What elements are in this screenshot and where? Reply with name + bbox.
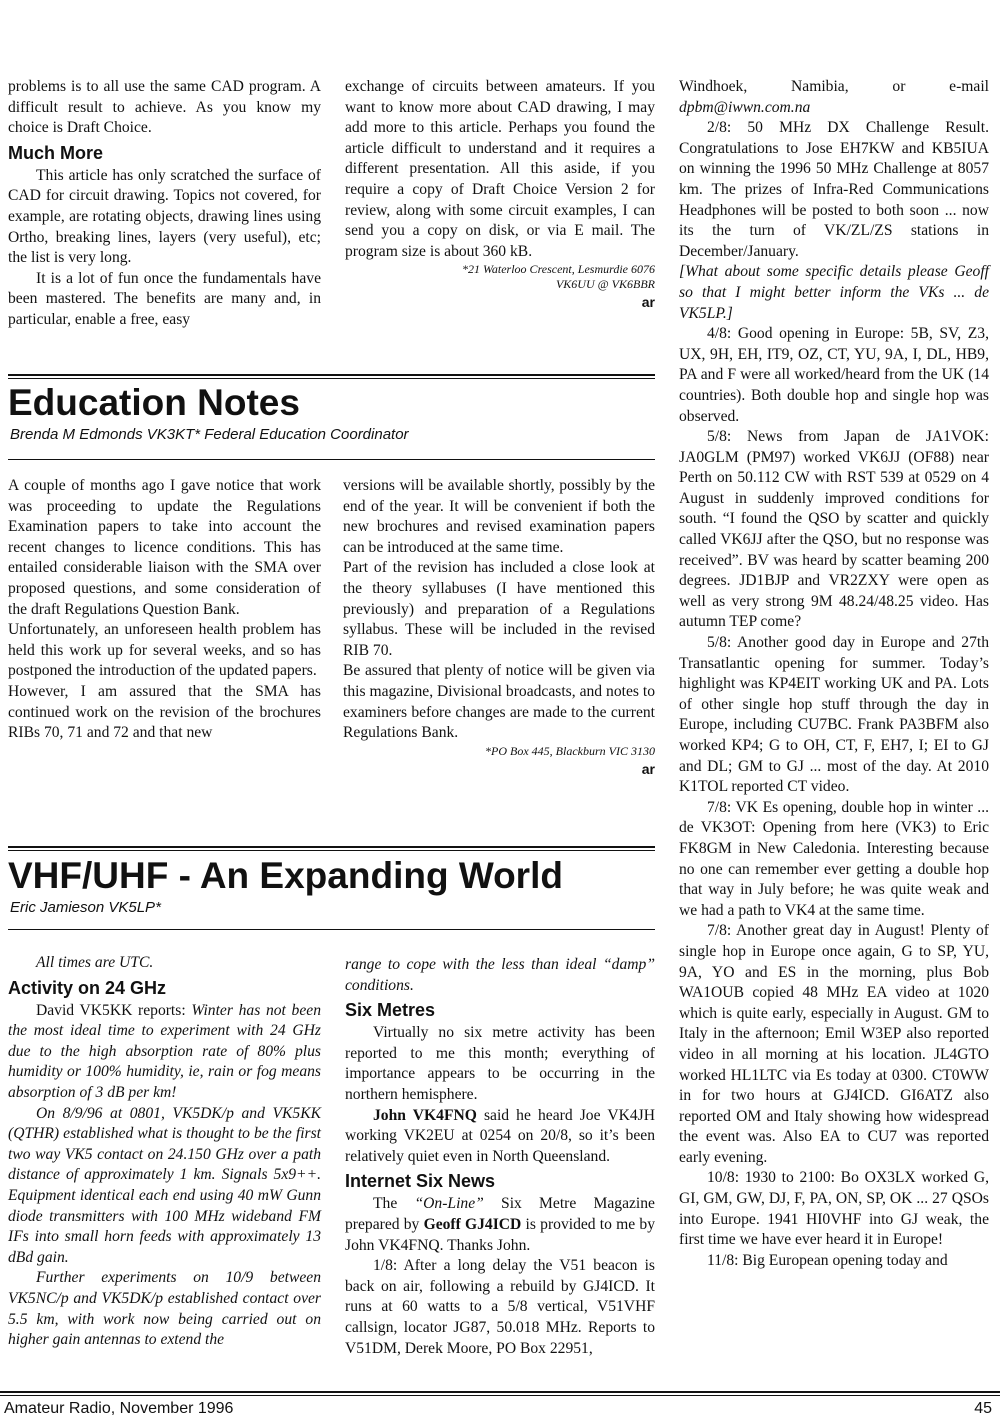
top-callsign: VK6UU @ VK6BBR [555, 277, 655, 292]
education-col2-p1: versions will be available shortly, possibly by the end of the year. It will be convenient if both the new brochures and revised examination papers can be introduced at the same time. [343, 477, 655, 556]
vhf-title: VHF/UHF - An Expanding World [8, 855, 563, 896]
vhf-intro: All times are UTC. [36, 954, 154, 971]
col3-p2: 4/8: Good opening in Europe: 5B, SV, Z3, UX, 9H, EH, IT9, OZ, CT, YU, 9A, I, DL, HB9, PA and F were all worked/heard from the UK (14 countries). Both double hop and single hop was observed. [679, 325, 989, 425]
education-col1-p1: A couple of months ago I gave notice that work was proceeding to update the Regulations Examination papers to take into account the recent changes to licence conditions. This has entailed considerable liaison with the SMA over proposed questions, and some consideration of the draft Regulations Question Bank. [8, 477, 321, 618]
col3-email: dpbm@iwwn.com.na [679, 98, 811, 116]
much-more-heading: Much More [8, 142, 104, 163]
vhf-col2-p3-a: The [373, 1195, 415, 1213]
page-number: 45 [974, 1400, 992, 1417]
vhf-col1-p2: On 8/9/96 at 0801, VK5DK/p and VK5KK (QTHR) established what is thought to be the first two way VK5 contact on 24.150 GHz over a path distance of approximately 1 km. Signals 5x9++. Equipment identical each end using 40 mW Gunn diode transmitters with 100 MHz wideband FM IFs into small horn feeds with approximately 13 dBd gain. [8, 1104, 321, 1266]
col3-p3: 5/8: News from Japan de JA1VOK: JA0GLM (PM97) worked VK6JJ (OF88) near Perth on 50.112 CW with RST 539 at 0529 on 4 August in suddenly improved conditions for south. “I found the QSO by scatter and quickly called VK6JJ after the QSO, but no response was received”. BV was heard by scatter beaming 200 degrees. JD1BJP and VR2ZXY were open as well as very strong 9M 48.24/48.25 video. Has autumn TEP come? [679, 428, 989, 631]
vhf-sub-rule [8, 929, 655, 930]
vhf-col2-p3-italic: “On-Line” [414, 1195, 484, 1213]
education-col1 [8, 476, 321, 744]
education-col1-p2: Unfortunately, an unforeseen health problem has held this work up for several weeks, and so has postponed the introduction of the updated papers. [8, 621, 321, 680]
education-col2-p3: Be assured that plenty of notice will be given via this magazine, Divisional broadcasts, and notes to examiners before changes are made to the current Regulations Bank. [343, 662, 655, 742]
vhf-col2-p1: Virtually no six metre activity has been reported to me this month; everything of importance appears to be occurring in the northern hemisphere. [345, 1024, 655, 1103]
top-col1-p1: problems is to all use the same CAD program. A difficult result to achieve. As you know my choice is Draft Choice. [8, 78, 321, 137]
vhf-top-rule [8, 846, 655, 851]
six-metres-heading: Six Metres [345, 1000, 436, 1021]
education-byline: Brenda M Edmonds VK3KT* Federal Education Coordinator [10, 426, 409, 443]
col3-p0: Windhoek, Namibia, or e-mail [679, 78, 989, 95]
activity-24ghz-heading: Activity on 24 GHz [8, 977, 167, 998]
vhf-col2-p3-b: Six Metre Magazine prepared by [345, 1195, 655, 1233]
vhf-byline: Eric Jamieson VK5LP* [10, 899, 161, 916]
education-col2-p2: Part of the revision has included a close look at the theory syllabuses (I have mentioned this previously) and preparation of a Regulations syllabus. These will be included in the revised RIB 70. [343, 559, 655, 659]
top-col1-p2: This article has only scratched the surface of CAD for circuit drawing. Topics not covered, for example, are rotating objects, drawing lines using Ortho, breaking lines, layers (very useful), etc; the list is very long. [8, 166, 321, 267]
top-col2-p1: exchange of circuits between amateurs. If you want to know more about CAD drawing, I may add more to this article. Perhaps you found the article difficult to understand and it requires a different presentation. All this aside, if you require a copy of Draft Choice Version 2 for review, along with some circuit examples, I can send you a copy on disk, or via E mail. The program size is about 360 kB. [345, 78, 655, 260]
education-col2 [343, 476, 655, 779]
vhf-col2 [345, 955, 655, 1359]
vhf-col1 [8, 953, 321, 1351]
vhf-col2-p0: range to cope with the less than ideal “damp” conditions. [345, 956, 655, 994]
col3-p7: 10/8: 1930 to 2100: Bo OX3LX worked G, GI, GM, GW, DJ, F, PA, ON, SP, OK ... 27 QSOs into Europe. 1941 HI0VHF into GJ weak, the first time we have ever heard it in Europe! [679, 1169, 989, 1249]
top-col1 [8, 77, 321, 331]
footer-publication: Amateur Radio, November 1996 [4, 1400, 234, 1417]
education-title: Education Notes [8, 382, 300, 423]
col3-p4: 5/8: Another good day in Europe and 27th Transatlantic opening for summer. Today’s highlight was KP4EIT working UK and PA. Lots of other single hop stuff through the day in Europe, including CU7BC. Frank PA3BFM also worked KP4; G to OH, CT, F, EH7, I; EI to GJ and DL; GM to GJ ... most of the day. At 2010 K1TOL reported CT video. [679, 634, 989, 796]
vhf-col2-p3-c: is provided to me by John VK4FNQ. Thanks John. [345, 1215, 655, 1254]
education-col1-p3: However, I am assured that the SMA has continued work on the revision of the brochures RIBs 70, 71 and 72 and that new [8, 682, 321, 742]
internet-six-news-heading: Internet Six News [345, 1171, 496, 1192]
col3-p1: 2/8: 50 MHz DX Challenge Result. Congratulations to Jose EH7KW and KB5IUA on winning the 1996 50 MHz Challenge at 8057 km. The prizes of Infra-Red Communications Headphones will be posted to both soon ... now its the turn of VK/ZL/ZS stations in December/January. [679, 119, 989, 260]
vhf-col2-p4: 1/8: After a long delay the V51 beacon is back on air, following a rebuild by GJ4ICD. It runs at 60 watts to a 5/8 vertical, V51VHF callsign, locator JG87, 50.018 MHz. Reports to V51DM, Derek Moore, PO Box 22951, [345, 1257, 655, 1357]
vhf-col2-p3 [345, 1194, 655, 1256]
vhf-col1-p1-italic: Winter has not been the most ideal time to experiment with 24 GHz due to the high absorption rate of 80% plus humidity or 100% humidity, ie, rain or fog means absorption of 3 dB per km! [8, 1001, 321, 1101]
footer-rule [0, 1391, 1000, 1396]
education-sub-rule [8, 459, 655, 460]
vhf-col2-p3-bold: Geoff GJ4ICD [423, 1215, 522, 1233]
vhf-col1-p1-lead: David VK5KK reports: [36, 1001, 192, 1019]
top-col2 [345, 77, 655, 312]
top-address: *21 Waterloo Crescent, Lesmurdie 6076 [462, 262, 655, 277]
right-column [679, 77, 989, 1271]
top-col1-p3: It is a lot of fun once the fundamentals have been mastered. The benefits are many and, in particular, enable a free, easy [8, 269, 321, 328]
col3-p5: 7/8: VK Es opening, double hop in winter ... de VK3OT: Opening from here (VK3) to Eric FK8GM in New Caledonia. Interesting because no one can remember ever getting a double hop that way in July before; he was quite weak and we had a path to VK4 at the same time. [679, 798, 989, 919]
vhf-col2-p2-rest: said he heard Joe VK4JH working VK2EU at 0254 on 20/8, so it’s been relatively quiet even in North Queensland. [345, 1106, 655, 1165]
education-top-rule [8, 374, 655, 379]
education-address: *PO Box 445, Blackburn VIC 3130 [485, 743, 655, 758]
col3-p1-editor-note: [What about some specific details please Geoff so that I might better inform the VKs ... de VK5LP.] [679, 263, 989, 322]
col3-p8: 11/8: Big European opening today and [707, 1251, 948, 1269]
vhf-col1-p3: Further experiments on 10/9 between VK5NC/p and VK5DK/p established contact over 5.5 km, with work now being carried out on higher gain antennas to extend the [8, 1269, 321, 1349]
vhf-col2-p2 [345, 1106, 655, 1168]
vhf-col2-p2-bold: John VK4FNQ [373, 1106, 477, 1124]
education-end-mark: ar [641, 760, 655, 777]
vhf-col1-p1 [8, 1001, 321, 1104]
col3-p6: 7/8: Another great day in August! Plenty of single hop in Europe once again, G to SP, YU, 9A, YO and ES in the morning, plus Bob WA1OUB copied 48 MHz EA video at 1020 which is quite early, especially in August. GM to Italy in the afternoon; Emil W3EP also reported video in all morning at his location. JL4GTO worked HL1LTC via Es today at 0300. CT0WW in for two hours at GJ4ICD. GI6ATZ also reported OM and Italy showing how widespread the event was. Also EA to CU7 was reported early evening. [679, 922, 989, 1166]
top-end-mark: ar [641, 294, 655, 311]
